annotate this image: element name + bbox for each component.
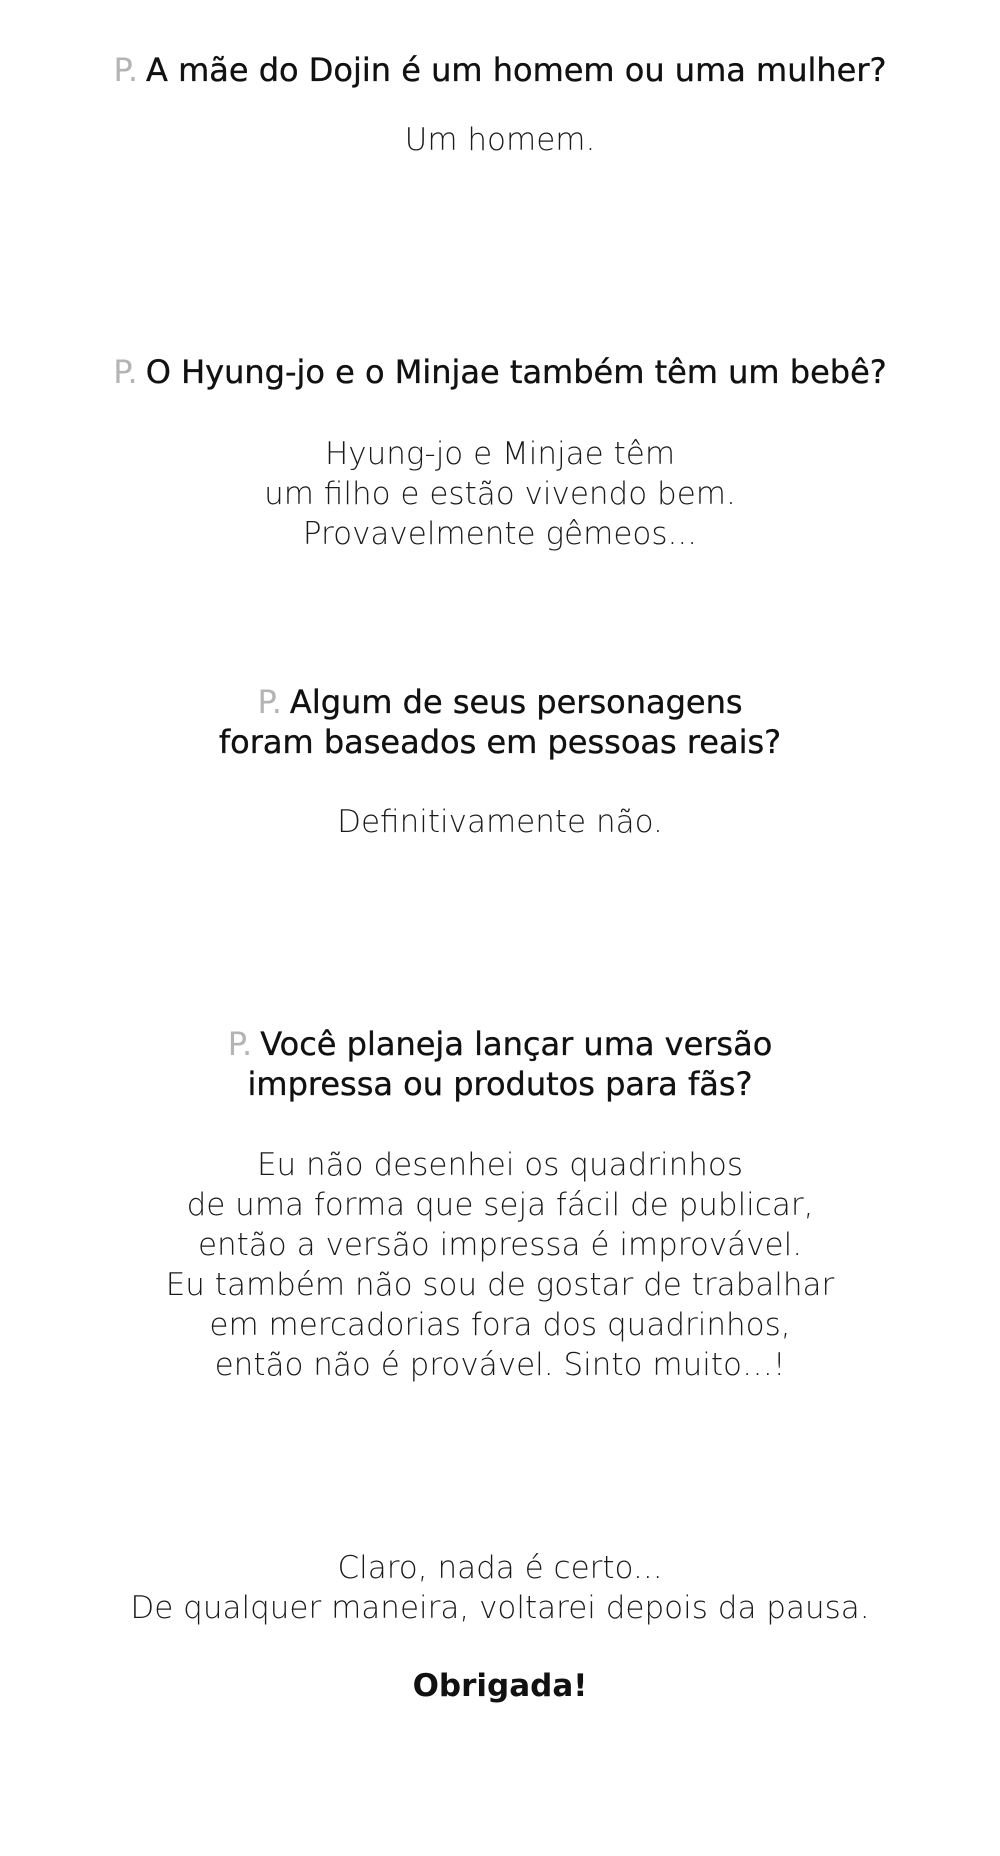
closing-line: De qualquer maneira, voltarei depois da pausa. bbox=[130, 1590, 870, 1626]
answer-line: Eu também não sou de gostar de trabalhar bbox=[165, 1267, 835, 1303]
answer-line: em mercadorias fora dos quadrinhos, bbox=[209, 1307, 791, 1343]
qa-item-3 bbox=[0, 682, 1000, 762]
question-line: impressa ou produtos para fãs? bbox=[247, 1065, 753, 1103]
answer-line: Hyung-jo e Minjae têm bbox=[324, 436, 676, 472]
question-line bbox=[0, 50, 1000, 90]
thanks-text: Obrigada! bbox=[412, 1668, 588, 1704]
question-line bbox=[0, 682, 1000, 722]
answer-line: Um homem. bbox=[404, 122, 596, 158]
question-text: Você planeja lançar uma versão bbox=[260, 1025, 773, 1063]
answer-4 bbox=[0, 1145, 1000, 1385]
question-text: A mãe do Dojin é um homem ou uma mulher? bbox=[146, 51, 887, 89]
question-4 bbox=[0, 1024, 1000, 1104]
answer-line: Provavelmente gêmeos... bbox=[302, 516, 698, 552]
question-2 bbox=[0, 352, 1000, 392]
answer-3 bbox=[0, 802, 1000, 842]
question-text: Algum de seus personagens bbox=[289, 683, 743, 721]
question-prefix: P. bbox=[113, 51, 138, 89]
answer-line: de uma forma que seja fácil de publicar, bbox=[186, 1187, 814, 1223]
answer-line: Eu não desenhei os quadrinhos bbox=[256, 1147, 744, 1183]
thanks bbox=[0, 1666, 1000, 1706]
qa-item-4 bbox=[0, 1024, 1000, 1104]
qa-item-1 bbox=[0, 50, 1000, 90]
question-prefix: P. bbox=[257, 683, 282, 721]
question-3 bbox=[0, 682, 1000, 762]
question-line bbox=[0, 352, 1000, 392]
answer-line: Definitivamente não. bbox=[337, 804, 663, 840]
qa-item-2 bbox=[0, 352, 1000, 392]
question-prefix: P. bbox=[113, 353, 138, 391]
question-prefix: P. bbox=[227, 1025, 253, 1063]
question-1 bbox=[0, 50, 1000, 90]
question-line: foram baseados em pessoas reais? bbox=[218, 723, 782, 761]
answer-line: então não é provável. Sinto muito…! bbox=[214, 1347, 786, 1383]
closing-message bbox=[0, 1548, 1000, 1628]
answer-line: então a versão impressa é improvável. bbox=[197, 1227, 803, 1263]
question-text: O Hyung-jo e o Minjae também têm um bebê? bbox=[145, 353, 887, 391]
answer-2 bbox=[0, 434, 1000, 554]
question-line bbox=[0, 1024, 1000, 1064]
answer-1 bbox=[0, 120, 1000, 160]
closing-line: Claro, nada é certo... bbox=[337, 1550, 663, 1586]
answer-line: um filho e estão vivendo bem. bbox=[264, 476, 736, 512]
